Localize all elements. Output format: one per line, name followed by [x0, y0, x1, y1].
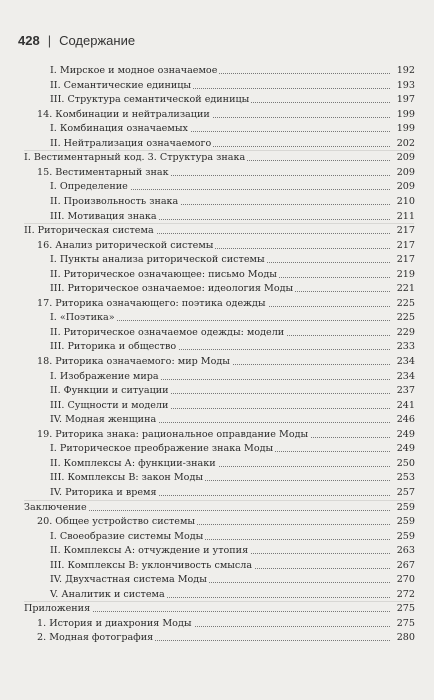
- toc-entry-title: II. Функции и ситуации: [50, 385, 169, 397]
- toc-entry-title: V. Аналитик и система: [50, 588, 165, 600]
- toc-entry-title: III. Риторика и общество: [50, 341, 177, 353]
- toc-entry-page: 249: [396, 443, 415, 455]
- toc-entry-title: II. Комплексы А: отчуждение и утопия: [50, 545, 249, 557]
- toc-entry-title: 1. История и диахрония Моды: [37, 617, 192, 629]
- toc-entry: [0, 617, 434, 630]
- header-title: Содержание: [59, 33, 136, 48]
- toc-entry-title: Заключение: [24, 501, 87, 513]
- toc-entry-title: 15. Вестиментарный знак: [37, 166, 169, 178]
- toc-entry-page: 259: [396, 530, 415, 542]
- toc-entry-page: 199: [396, 123, 415, 135]
- toc-entry: [0, 151, 434, 164]
- toc-entry: [0, 122, 434, 135]
- toc-entry: [0, 471, 434, 484]
- toc-entry: [0, 108, 434, 121]
- toc-entry-page: 233: [396, 341, 415, 353]
- toc-entry-title: III. Сущности и модели: [50, 399, 169, 411]
- toc-entry: [0, 311, 434, 324]
- toc-entry: [0, 457, 434, 470]
- toc-entry-page: 257: [396, 486, 415, 498]
- toc-entry: [0, 588, 434, 601]
- toc-entry: [0, 79, 434, 92]
- toc-entry-title: II. Комплексы А: функции-знаки: [50, 457, 216, 469]
- toc-entry-page: 259: [396, 501, 415, 513]
- toc-entry-title: I. Мирское и модное означаемое: [50, 65, 218, 76]
- toc-entry-title: 18. Риторика означаемого: мир Моды: [37, 356, 230, 367]
- running-header: [18, 33, 135, 48]
- toc-entry-page: 192: [396, 65, 415, 76]
- toc-entry-title: IV. Модная женщина: [50, 414, 157, 426]
- toc-entry-page: 263: [396, 545, 415, 557]
- toc-entry: [0, 530, 434, 543]
- toc-entry-page: 225: [396, 297, 415, 309]
- toc-entry-title: III. Структура семантической единицы: [50, 94, 250, 106]
- toc-entry-page: 275: [396, 617, 415, 629]
- toc-entry: [0, 370, 434, 383]
- toc-entry-page: 250: [396, 457, 415, 469]
- toc-entry: [0, 602, 434, 615]
- toc-entry-page: 210: [396, 195, 415, 207]
- toc-entry-title: 2. Модная фотография: [37, 632, 154, 644]
- toc-entry: [0, 326, 434, 339]
- toc-entry: [0, 180, 434, 193]
- toc-entry-page: 199: [396, 108, 415, 120]
- toc-entry-title: II. Нейтрализация означаемого: [50, 137, 212, 149]
- toc-entry: [0, 210, 434, 223]
- toc-entry: [0, 253, 434, 266]
- toc-entry: [0, 631, 434, 644]
- toc-entry-page: 259: [396, 516, 415, 528]
- header-separator: |: [47, 33, 52, 48]
- toc-entry: [0, 442, 434, 455]
- toc-entry-title: I. «Поэтика»: [50, 312, 115, 324]
- toc-entry-title: II. Произвольность знака: [50, 195, 179, 207]
- toc-entry-page: 280: [396, 632, 415, 644]
- toc-entry: [0, 166, 434, 179]
- toc-entry-title: IV. Риторика и время: [50, 486, 157, 498]
- toc-entry-title: II. Риторическое означающее: письмо Моды: [50, 268, 277, 280]
- toc-entry-page: 275: [396, 603, 415, 615]
- toc-entry-title: 17. Риторика означающего: поэтика одежды: [37, 297, 266, 309]
- toc-entry: [0, 355, 434, 368]
- toc-entry-page: 253: [396, 472, 415, 484]
- toc-entry: [0, 384, 434, 397]
- toc-entry-page: 209: [396, 181, 415, 193]
- toc-entry: [0, 573, 434, 586]
- toc-entry-page: 237: [396, 385, 415, 397]
- toc-entry-page: 211: [396, 210, 415, 222]
- toc-entry: [0, 282, 434, 295]
- toc-entry: [0, 239, 434, 252]
- toc-entry-page: 225: [396, 312, 415, 324]
- toc-entry-page: 217: [396, 239, 415, 251]
- toc-entry-page: 241: [396, 399, 415, 411]
- page-number: 428: [18, 33, 40, 48]
- toc-entry-page: 249: [396, 428, 415, 440]
- toc-entry: [0, 340, 434, 353]
- toc-entry: [0, 428, 434, 441]
- toc-entry-page: 229: [396, 326, 415, 338]
- toc-entry-title: I. Риторическое преображение знака Моды: [50, 443, 274, 455]
- toc-entry-title: 16. Анализ риторической системы: [37, 239, 214, 251]
- toc-entry-title: I. Комбинация означаемых: [50, 123, 188, 135]
- toc-entry-title: I. Пункты анализа риторической системы: [50, 254, 265, 266]
- toc-entry-page: 221: [396, 283, 415, 295]
- toc-entry-page: 234: [396, 370, 415, 382]
- toc-entry-title: I. Вестиментарный код. 3. Структура знака: [24, 152, 246, 164]
- toc-entry: [0, 64, 434, 77]
- toc-entry-title: I. Изображение мира: [50, 370, 159, 382]
- toc-entry-title: III. Мотивация знака: [50, 210, 157, 222]
- toc-entry-page: 209: [396, 166, 415, 178]
- toc-entry-title: II. Риторическое означаемое одежды: модели: [50, 326, 285, 338]
- toc-entry: [0, 501, 434, 514]
- toc-entry: [0, 399, 434, 412]
- toc-entry: [0, 224, 434, 237]
- toc-entry: [0, 559, 434, 572]
- toc-entry: [0, 93, 434, 106]
- toc-entry-page: 234: [396, 356, 415, 367]
- toc-entry-title: I. Своеобразие системы Моды: [50, 530, 204, 542]
- toc-entry-page: 202: [396, 137, 415, 149]
- toc-entry-title: III. Риторическое означаемое: идеология Моды: [50, 283, 294, 295]
- toc-entry: [0, 515, 434, 528]
- toc-entry-page: 267: [396, 559, 415, 571]
- toc-entry-title: 20. Общее устройство системы: [37, 516, 196, 528]
- toc-entry-title: Приложения: [24, 603, 91, 615]
- toc-entry-page: 246: [396, 414, 415, 426]
- toc-entry: [0, 486, 434, 499]
- toc-entry: [0, 544, 434, 557]
- toc-entry-page: 193: [396, 79, 415, 91]
- toc-entry: [0, 268, 434, 281]
- toc-entry-page: 209: [396, 152, 415, 164]
- toc-entry-title: III. Комплексы В: закон Моды: [50, 472, 203, 484]
- toc-entry-page: 272: [396, 588, 415, 600]
- toc-entry-title: 19. Риторика знака: рациональное оправдание Моды: [37, 428, 309, 440]
- toc-entry: [0, 413, 434, 426]
- toc-entry-title: I. Определение: [50, 181, 128, 193]
- toc-entry: [0, 195, 434, 208]
- toc-entry-page: 217: [396, 254, 415, 266]
- toc-entry-page: 197: [396, 94, 415, 106]
- toc-entry-page: 270: [396, 574, 415, 586]
- toc-entry-title: II. Семантические единицы: [50, 79, 192, 91]
- toc-entry-page: 217: [396, 225, 415, 237]
- toc-entry-title: IV. Двухчастная система Моды: [50, 574, 207, 586]
- toc-entry-title: III. Комплексы В: уклончивость смысла: [50, 559, 253, 571]
- toc-entry: [0, 137, 434, 150]
- toc-entry-title: 14. Комбинации и нейтрализации: [37, 108, 210, 120]
- toc-entry: [0, 297, 434, 310]
- toc-entry-title: II. Риторическая система: [24, 225, 154, 237]
- toc-entry-page: 219: [396, 268, 415, 280]
